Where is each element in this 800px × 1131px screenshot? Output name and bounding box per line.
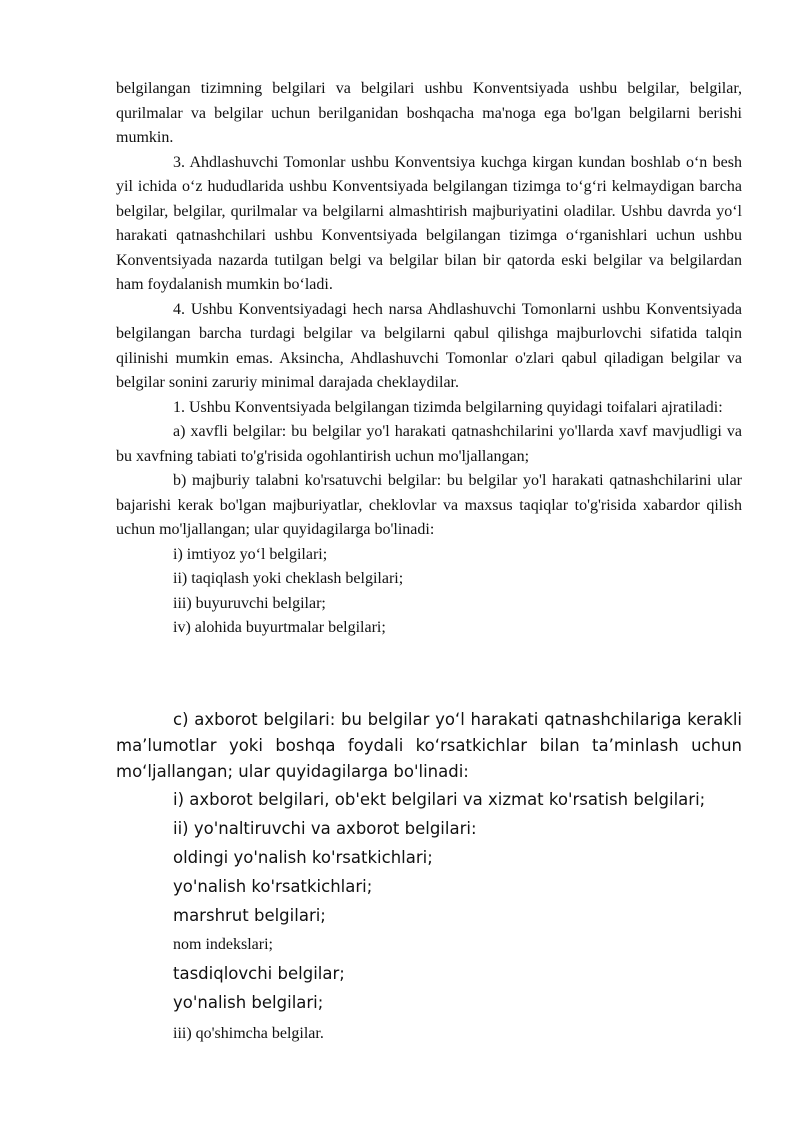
- text-block-upper: [116, 77, 742, 641]
- paragraph: 1. Ushbu Konventsiyada belgilangan tizimda belgilarning quyidagi toifalari ajratiladi:: [173, 398, 723, 416]
- paragraph: belgilangan tizimning belgilari va belgilari ushbu Konventsiyada ushbu belgilar, belgilar, qurilmalar va belgilar uchun berilganidan boshqacha ma'noga ega bo'lgan belgilarni berishi mumkin.: [116, 80, 742, 146]
- list-item: iv) alohida buyurtmalar belgilari;: [173, 619, 386, 636]
- paragraph: b) majburiy talabni ko'rsatuvchi belgilar: bu belgilar yo'l harakati qatnashchilarini ular bajarishi kerak bo'lgan majburiyatlar, cheklovlar va maxsus taqiqlar to'g'risida xabardor qilish uchun mo'ljallangan; ular quyidagilarga bo'linadi:: [116, 472, 742, 538]
- list-item: nom indekslari;: [173, 936, 273, 953]
- list-item: iii) buyuruvchi belgilar;: [173, 594, 326, 612]
- list-item: tasdiqlovchi belgilar;: [173, 964, 345, 983]
- paragraph: c) axborot belgilari: bu belgilar yo‘l harakati qatnashchilariga kerakli ma’lumotlar yoki boshqa foydali ko‘rsatkichlar bilan ta’minlash uchun mo‘ljallangan; ular quyidagilarga bo'linadi:: [116, 710, 742, 781]
- text-block-lower: [116, 707, 742, 1048]
- paragraph: a) xavfli belgilar: bu belgilar yo'l harakati qatnashchilarini yo'llarda xavf mavjudligi va bu xavfning tabiati to'g'risida ogohlantirish uchun mo'ljallangan;: [116, 423, 742, 465]
- list-item: marshrut belgilari;: [173, 906, 326, 925]
- list-item: oldingi yo'nalish ko'rsatkichlari;: [173, 848, 433, 867]
- list-item: i) axborot belgilari, ob'ekt belgilari va xizmat ko'rsatish belgilari;: [173, 790, 706, 809]
- list-item: i) imtiyoz yo‘l belgilari;: [173, 545, 328, 563]
- paragraph: 4. Ushbu Konventsiyadagi hech narsa Ahdlashuvchi Tomonlarni ushbu Konventsiyada belgilangan barcha turdagi belgilar va belgilarni qabul qilishga majburlovchi sifatida talqin qilinishi mumkin emas. Aksincha, Ahdlashuvchi Tomonlar o'zlari qabul qiladigan belgilar va belgilar sonini zaruriy minimal darajada cheklaydilar.: [116, 300, 742, 391]
- list-item: yo'nalish belgilari;: [173, 993, 324, 1012]
- list-item: ii) yo'naltiruvchi va axborot belgilari:: [173, 819, 477, 838]
- list-item: ii) taqiqlash yoki cheklash belgilari;: [173, 570, 404, 587]
- list-item: yo'nalish ko'rsatkichlari;: [173, 877, 373, 896]
- list-item: iii) qo'shimcha belgilar.: [173, 1025, 324, 1042]
- paragraph: 3. Ahdlashuvchi Tomonlar ushbu Konventsiya kuchga kirgan kundan boshlab o‘n besh yil ichida o‘z hududlarida ushbu Konventsiyada belgilangan tizimga to‘g‘ri kelmaydigan barcha belgilar, belgilar, qurilmalar va belgilarni almashtirish majburiyatini oladilar. Ushbu davrda yo‘l harakati qatnashchilari ushbu Konventsiyada belgilangan tizimga o‘rganishlari uchun ushbu Konventsiyada nazarda tutilgan belgi va belgilar bilan bir qatorda eski belgilar va belgilardan ham foydalanish mumkin bo‘ladi.: [116, 153, 742, 293]
